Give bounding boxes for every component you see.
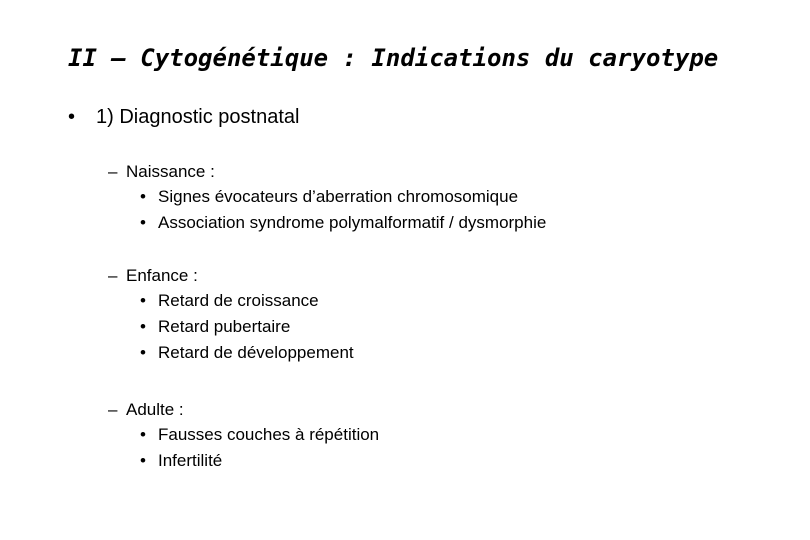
slide-title: II – Cytogénétique : Indications du caryotype <box>68 44 719 72</box>
list-item <box>140 422 379 448</box>
item-bullet: • <box>140 213 146 232</box>
section-label: 1) Diagnostic postnatal <box>96 106 300 128</box>
item-bullet: • <box>140 187 146 206</box>
item-bullet: • <box>140 291 146 310</box>
item-text: Association syndrome polymalformatif / dysmorphie <box>158 213 547 232</box>
item-bullet: • <box>140 317 146 336</box>
section-bullet: • <box>68 106 76 128</box>
item-text: Retard de croissance <box>158 291 319 310</box>
group-dash: – <box>108 266 118 285</box>
section-heading <box>68 106 299 129</box>
item-text: Retard pubertaire <box>158 317 291 336</box>
group-items <box>108 288 354 366</box>
group-naissance <box>108 160 546 236</box>
item-bullet: • <box>140 343 146 362</box>
group-label: Adulte : <box>126 400 184 419</box>
group-heading <box>108 160 546 184</box>
group-dash: – <box>108 400 118 419</box>
item-text: Infertilité <box>158 451 223 470</box>
group-heading <box>108 398 379 422</box>
item-bullet: • <box>140 425 146 444</box>
list-item <box>140 448 379 474</box>
item-bullet: • <box>140 451 146 470</box>
group-dash: – <box>108 162 118 181</box>
item-text: Retard de développement <box>158 343 354 362</box>
group-enfance <box>108 264 354 366</box>
list-item <box>140 184 546 210</box>
list-item <box>140 314 354 340</box>
item-text: Fausses couches à répétition <box>158 425 380 444</box>
list-item <box>140 340 354 366</box>
group-label: Enfance : <box>126 266 198 285</box>
group-adulte <box>108 398 379 474</box>
group-items <box>108 422 379 474</box>
group-items <box>108 184 546 236</box>
list-item <box>140 210 546 236</box>
group-label: Naissance : <box>126 162 215 181</box>
group-heading <box>108 264 354 288</box>
item-text: Signes évocateurs d’aberration chromosomique <box>158 187 519 206</box>
list-item <box>140 288 354 314</box>
